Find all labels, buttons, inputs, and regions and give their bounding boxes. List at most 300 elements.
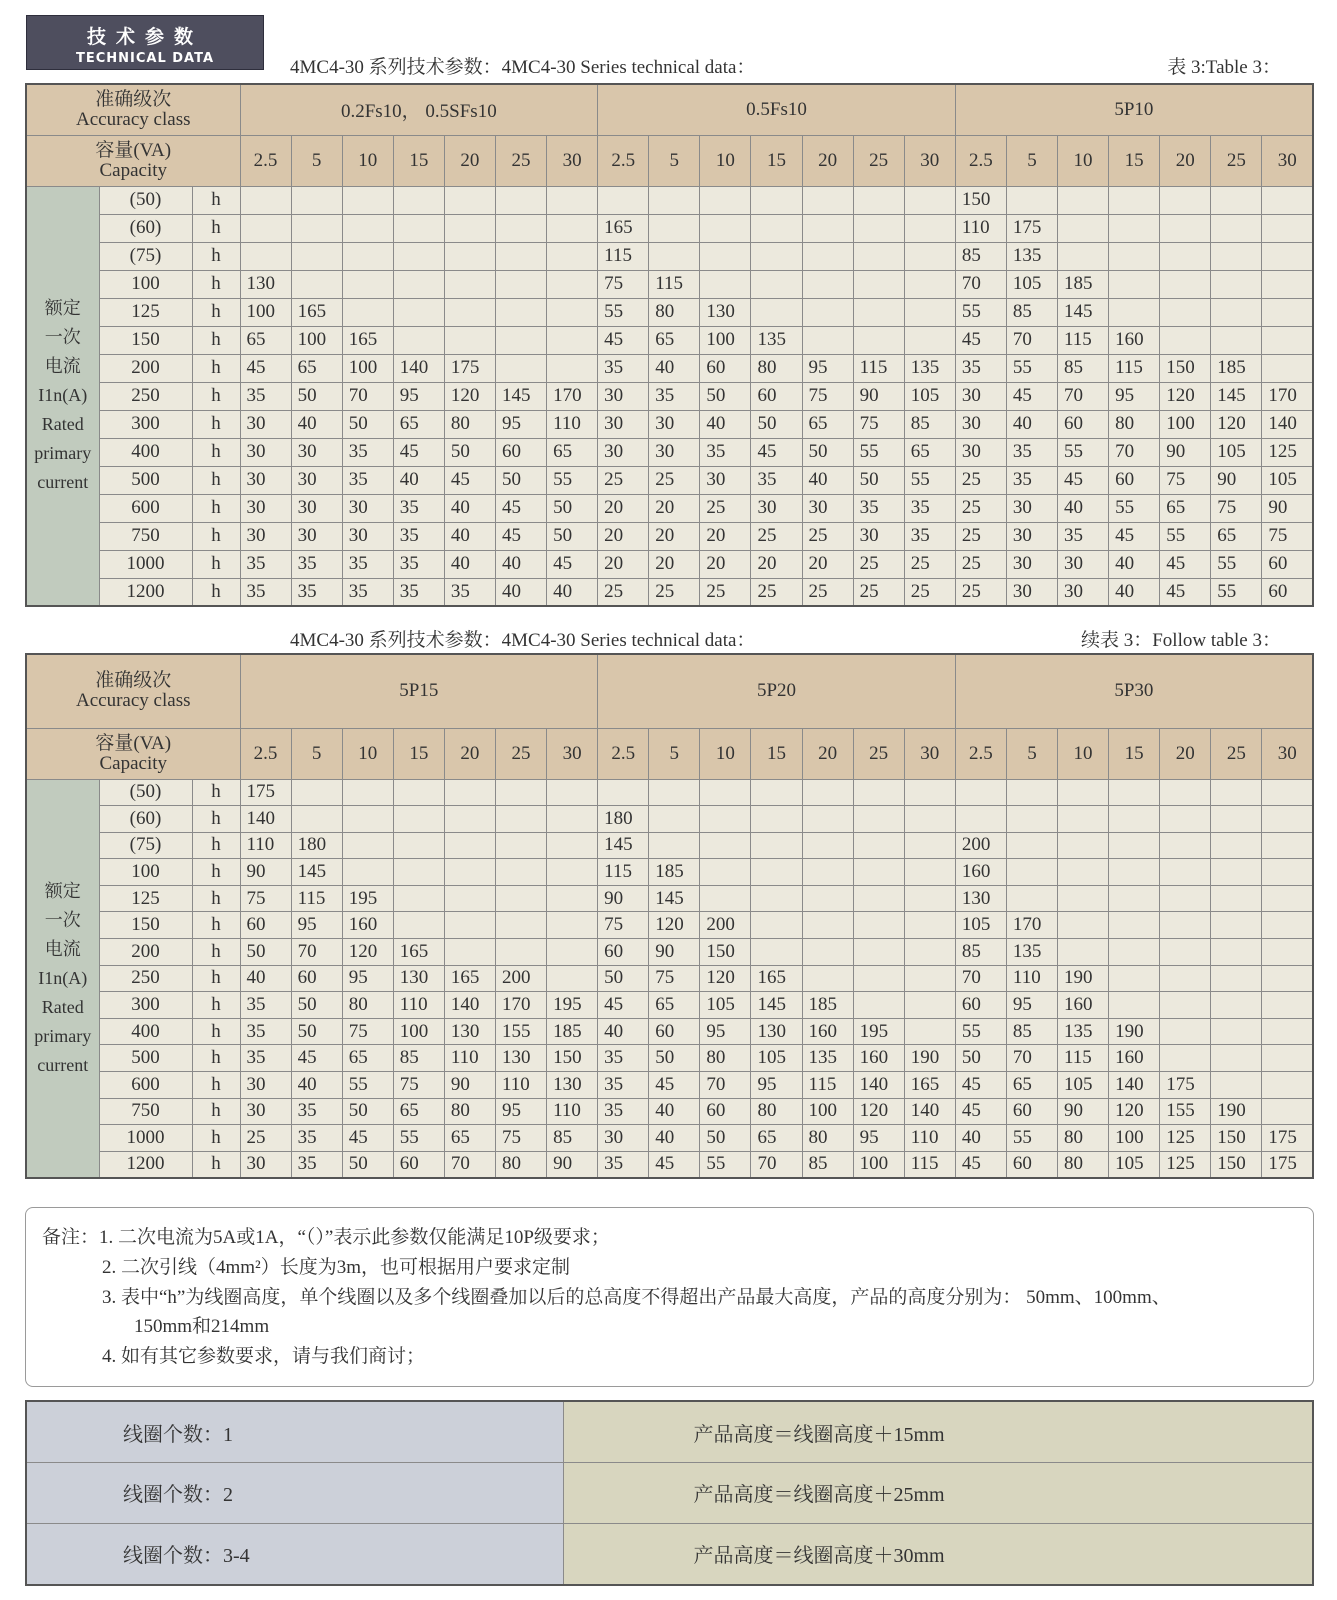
value-cell: 130 bbox=[547, 1072, 598, 1099]
value-cell: 45 bbox=[495, 494, 546, 522]
value-cell: 45 bbox=[342, 1125, 393, 1152]
value-cell: 50 bbox=[291, 382, 342, 410]
capacity-header-cell: 10 bbox=[342, 728, 393, 779]
capacity-header-cell: 30 bbox=[904, 728, 955, 779]
value-cell: 95 bbox=[1109, 382, 1160, 410]
table-row bbox=[26, 326, 1313, 354]
value-cell: 45 bbox=[955, 1072, 1006, 1099]
value-cell: 35 bbox=[291, 1125, 342, 1152]
value-cell: 85 bbox=[904, 410, 955, 438]
value-cell: 35 bbox=[342, 550, 393, 578]
value-cell bbox=[1006, 885, 1057, 912]
value-cell: 80 bbox=[444, 410, 495, 438]
value-cell: 35 bbox=[291, 1151, 342, 1178]
value-cell: 55 bbox=[1109, 494, 1160, 522]
accuracy-group-1: 0.2Fs10， 0.5SFs10 bbox=[240, 84, 598, 135]
value-cell bbox=[802, 298, 853, 326]
value-cell bbox=[853, 242, 904, 270]
value-cell bbox=[1211, 992, 1262, 1019]
value-cell: 40 bbox=[291, 410, 342, 438]
value-cell bbox=[444, 214, 495, 242]
value-cell bbox=[1211, 1018, 1262, 1045]
value-cell: 80 bbox=[495, 1151, 546, 1178]
accuracy-header-row bbox=[26, 654, 1313, 728]
value-cell: 175 bbox=[1006, 214, 1057, 242]
value-cell bbox=[1109, 214, 1160, 242]
value-cell bbox=[904, 859, 955, 886]
value-cell bbox=[1211, 965, 1262, 992]
value-cell: 115 bbox=[1109, 354, 1160, 382]
value-cell bbox=[1262, 186, 1313, 214]
unit-cell: h bbox=[192, 214, 240, 242]
value-cell: 95 bbox=[291, 912, 342, 939]
value-cell: 60 bbox=[955, 992, 1006, 1019]
value-cell bbox=[393, 186, 444, 214]
value-cell: 55 bbox=[955, 1018, 1006, 1045]
table-row bbox=[26, 186, 1313, 214]
value-cell: 60 bbox=[1006, 1098, 1057, 1125]
value-cell: 120 bbox=[342, 939, 393, 966]
value-cell: 30 bbox=[853, 522, 904, 550]
value-cell bbox=[853, 298, 904, 326]
value-cell: 40 bbox=[802, 466, 853, 494]
value-cell: 45 bbox=[240, 354, 291, 382]
value-cell bbox=[1160, 992, 1211, 1019]
value-cell: 175 bbox=[444, 354, 495, 382]
table-row bbox=[26, 1151, 1313, 1178]
accuracy-group-3: 5P30 bbox=[955, 654, 1313, 728]
unit-cell: h bbox=[192, 354, 240, 382]
unit-cell: h bbox=[192, 298, 240, 326]
value-cell bbox=[751, 186, 802, 214]
unit-cell: h bbox=[192, 965, 240, 992]
value-cell bbox=[598, 186, 649, 214]
value-cell bbox=[1160, 912, 1211, 939]
value-cell: 35 bbox=[904, 522, 955, 550]
value-cell: 60 bbox=[291, 965, 342, 992]
value-cell: 35 bbox=[240, 578, 291, 606]
value-cell: 115 bbox=[598, 242, 649, 270]
capacity-header-cell: 30 bbox=[547, 728, 598, 779]
value-cell: 140 bbox=[904, 1098, 955, 1125]
value-cell: 75 bbox=[649, 965, 700, 992]
value-cell: 75 bbox=[598, 912, 649, 939]
rated-current-cell: (75) bbox=[99, 242, 192, 270]
capacity-zh: 容量(VA) bbox=[95, 139, 172, 161]
value-cell: 165 bbox=[291, 298, 342, 326]
value-cell: 50 bbox=[598, 965, 649, 992]
value-cell: 145 bbox=[291, 859, 342, 886]
value-cell: 180 bbox=[291, 832, 342, 859]
value-cell bbox=[1160, 186, 1211, 214]
value-cell: 60 bbox=[1262, 578, 1313, 606]
value-cell bbox=[342, 859, 393, 886]
value-cell bbox=[547, 242, 598, 270]
value-cell: 65 bbox=[240, 326, 291, 354]
table-row bbox=[26, 494, 1313, 522]
value-cell: 80 bbox=[751, 354, 802, 382]
value-cell: 95 bbox=[342, 965, 393, 992]
value-cell: 30 bbox=[1006, 550, 1057, 578]
capacity-header-cell: 10 bbox=[1058, 728, 1109, 779]
value-cell: 65 bbox=[444, 1125, 495, 1152]
value-cell: 135 bbox=[802, 1045, 853, 1072]
unit-cell: h bbox=[192, 410, 240, 438]
side-label-line: I1n(A) bbox=[38, 967, 88, 988]
value-cell: 65 bbox=[342, 1045, 393, 1072]
value-cell: 100 bbox=[291, 326, 342, 354]
capacity-header-cell: 25 bbox=[853, 135, 904, 186]
table-row bbox=[26, 270, 1313, 298]
value-cell: 100 bbox=[802, 1098, 853, 1125]
value-cell: 185 bbox=[802, 992, 853, 1019]
unit-cell: h bbox=[192, 522, 240, 550]
value-cell bbox=[495, 242, 546, 270]
value-cell: 200 bbox=[495, 965, 546, 992]
coil-row bbox=[26, 1401, 1313, 1463]
value-cell: 50 bbox=[802, 438, 853, 466]
value-cell: 75 bbox=[1211, 494, 1262, 522]
value-cell bbox=[1160, 939, 1211, 966]
value-cell bbox=[1211, 859, 1262, 886]
value-cell: 110 bbox=[547, 1098, 598, 1125]
value-cell bbox=[495, 214, 546, 242]
value-cell: 25 bbox=[649, 466, 700, 494]
value-cell: 105 bbox=[751, 1045, 802, 1072]
value-cell: 105 bbox=[904, 382, 955, 410]
value-cell: 40 bbox=[495, 550, 546, 578]
accuracy-group-1: 5P15 bbox=[240, 654, 598, 728]
value-cell: 60 bbox=[751, 382, 802, 410]
value-cell: 90 bbox=[853, 382, 904, 410]
value-cell: 80 bbox=[1058, 1125, 1109, 1152]
value-cell: 35 bbox=[598, 354, 649, 382]
rated-current-cell: 150 bbox=[99, 912, 192, 939]
value-cell: 45 bbox=[1109, 522, 1160, 550]
value-cell: 115 bbox=[1058, 326, 1109, 354]
value-cell bbox=[1109, 270, 1160, 298]
value-cell bbox=[547, 779, 598, 806]
value-cell: 25 bbox=[904, 578, 955, 606]
capacity-header-row bbox=[26, 728, 1313, 779]
value-cell bbox=[1262, 1072, 1313, 1099]
value-cell: 70 bbox=[291, 939, 342, 966]
value-cell: 20 bbox=[802, 550, 853, 578]
value-cell: 115 bbox=[649, 270, 700, 298]
value-cell bbox=[700, 242, 751, 270]
value-cell: 165 bbox=[904, 1072, 955, 1099]
value-cell: 140 bbox=[1262, 410, 1313, 438]
unit-cell: h bbox=[192, 1151, 240, 1178]
table-row bbox=[26, 806, 1313, 833]
value-cell bbox=[495, 298, 546, 326]
value-cell: 65 bbox=[393, 1098, 444, 1125]
value-cell: 25 bbox=[751, 522, 802, 550]
value-cell: 45 bbox=[495, 522, 546, 550]
value-cell: 30 bbox=[240, 522, 291, 550]
coil-row bbox=[26, 1523, 1313, 1585]
value-cell bbox=[751, 939, 802, 966]
accuracy-group-3: 5P10 bbox=[955, 84, 1313, 135]
table-row bbox=[26, 859, 1313, 886]
value-cell: 110 bbox=[444, 1045, 495, 1072]
value-cell bbox=[853, 779, 904, 806]
value-cell: 40 bbox=[547, 578, 598, 606]
value-cell: 35 bbox=[342, 466, 393, 494]
value-cell bbox=[751, 912, 802, 939]
capacity-header-cell: 25 bbox=[853, 728, 904, 779]
value-cell bbox=[853, 806, 904, 833]
rated-current-cell: 750 bbox=[99, 522, 192, 550]
value-cell bbox=[342, 806, 393, 833]
value-cell bbox=[1211, 186, 1262, 214]
value-cell: 155 bbox=[495, 1018, 546, 1045]
value-cell: 160 bbox=[1058, 992, 1109, 1019]
capacity-header-cell: 5 bbox=[649, 135, 700, 186]
value-cell: 60 bbox=[1109, 466, 1160, 494]
capacity-header-cell: 25 bbox=[1211, 135, 1262, 186]
value-cell bbox=[547, 806, 598, 833]
capacity-header-cell: 2.5 bbox=[955, 135, 1006, 186]
rated-current-cell: 250 bbox=[99, 382, 192, 410]
value-cell bbox=[444, 806, 495, 833]
value-cell: 55 bbox=[1211, 578, 1262, 606]
value-cell bbox=[1211, 326, 1262, 354]
value-cell bbox=[1262, 885, 1313, 912]
value-cell: 140 bbox=[853, 1072, 904, 1099]
value-cell: 190 bbox=[1058, 965, 1109, 992]
value-cell: 70 bbox=[342, 382, 393, 410]
value-cell: 85 bbox=[393, 1045, 444, 1072]
value-cell: 85 bbox=[1006, 298, 1057, 326]
value-cell: 25 bbox=[955, 466, 1006, 494]
value-cell bbox=[1211, 885, 1262, 912]
value-cell bbox=[444, 912, 495, 939]
value-cell bbox=[1058, 885, 1109, 912]
value-cell: 90 bbox=[547, 1151, 598, 1178]
value-cell: 60 bbox=[598, 939, 649, 966]
value-cell bbox=[1160, 214, 1211, 242]
value-cell: 45 bbox=[291, 1045, 342, 1072]
capacity-en: Capacity bbox=[99, 752, 168, 774]
value-cell: 25 bbox=[751, 578, 802, 606]
value-cell: 35 bbox=[240, 1018, 291, 1045]
value-cell: 70 bbox=[1006, 326, 1057, 354]
value-cell bbox=[1109, 939, 1160, 966]
capacity-header-cell: 25 bbox=[1211, 728, 1262, 779]
value-cell: 175 bbox=[240, 779, 291, 806]
rated-current-cell: 125 bbox=[99, 885, 192, 912]
table-row bbox=[26, 779, 1313, 806]
technical-data-badge bbox=[26, 15, 264, 70]
rated-current-cell: 500 bbox=[99, 1045, 192, 1072]
value-cell bbox=[393, 832, 444, 859]
value-cell: 95 bbox=[700, 1018, 751, 1045]
value-cell bbox=[495, 912, 546, 939]
rated-current-cell: 200 bbox=[99, 939, 192, 966]
value-cell: 30 bbox=[342, 494, 393, 522]
value-cell: 35 bbox=[291, 1098, 342, 1125]
value-cell: 35 bbox=[393, 494, 444, 522]
value-cell: 165 bbox=[444, 965, 495, 992]
value-cell: 120 bbox=[444, 382, 495, 410]
value-cell: 100 bbox=[240, 298, 291, 326]
rated-current-cell: 300 bbox=[99, 992, 192, 1019]
value-cell: 150 bbox=[700, 939, 751, 966]
value-cell: 30 bbox=[598, 382, 649, 410]
value-cell: 140 bbox=[1109, 1072, 1160, 1099]
value-cell: 70 bbox=[1058, 382, 1109, 410]
capacity-header-cell: 5 bbox=[649, 728, 700, 779]
value-cell bbox=[802, 242, 853, 270]
value-cell: 45 bbox=[547, 550, 598, 578]
capacity-header-cell: 30 bbox=[904, 135, 955, 186]
accuracy-zh: 准确级次 bbox=[95, 670, 172, 692]
value-cell bbox=[649, 214, 700, 242]
value-cell: 35 bbox=[342, 438, 393, 466]
capacity-zh: 容量(VA) bbox=[95, 732, 172, 754]
value-cell bbox=[342, 298, 393, 326]
capacity-header-cell: 15 bbox=[393, 135, 444, 186]
table-row bbox=[26, 578, 1313, 606]
value-cell: 110 bbox=[547, 410, 598, 438]
value-cell bbox=[751, 885, 802, 912]
value-cell: 25 bbox=[700, 578, 751, 606]
value-cell: 30 bbox=[240, 410, 291, 438]
value-cell bbox=[495, 270, 546, 298]
rated-current-cell: 100 bbox=[99, 859, 192, 886]
table-row bbox=[26, 832, 1313, 859]
value-cell bbox=[904, 186, 955, 214]
value-cell: 60 bbox=[700, 354, 751, 382]
value-cell: 30 bbox=[955, 410, 1006, 438]
value-cell: 35 bbox=[955, 354, 1006, 382]
value-cell: 105 bbox=[700, 992, 751, 1019]
value-cell: 40 bbox=[444, 522, 495, 550]
value-cell bbox=[802, 779, 853, 806]
capacity-header-cell: 30 bbox=[1262, 728, 1313, 779]
value-cell bbox=[955, 806, 1006, 833]
capacity-label bbox=[26, 135, 240, 186]
value-cell bbox=[853, 270, 904, 298]
rated-current-cell: 400 bbox=[99, 1018, 192, 1045]
value-cell bbox=[1109, 912, 1160, 939]
table-row bbox=[26, 1125, 1313, 1152]
value-cell bbox=[1262, 992, 1313, 1019]
value-cell bbox=[1058, 859, 1109, 886]
value-cell bbox=[1262, 912, 1313, 939]
value-cell bbox=[547, 965, 598, 992]
value-cell: 30 bbox=[955, 382, 1006, 410]
capacity-header-cell: 2.5 bbox=[955, 728, 1006, 779]
value-cell: 70 bbox=[751, 1151, 802, 1178]
value-cell: 75 bbox=[598, 270, 649, 298]
value-cell: 90 bbox=[1211, 466, 1262, 494]
value-cell: 50 bbox=[547, 522, 598, 550]
value-cell bbox=[495, 806, 546, 833]
value-cell bbox=[955, 779, 1006, 806]
value-cell: 65 bbox=[751, 1125, 802, 1152]
value-cell: 130 bbox=[393, 965, 444, 992]
value-cell: 70 bbox=[955, 965, 1006, 992]
coil-height-table bbox=[25, 1400, 1314, 1586]
value-cell bbox=[904, 992, 955, 1019]
value-cell bbox=[598, 779, 649, 806]
value-cell bbox=[751, 832, 802, 859]
value-cell: 20 bbox=[649, 522, 700, 550]
value-cell: 95 bbox=[802, 354, 853, 382]
value-cell bbox=[547, 832, 598, 859]
value-cell bbox=[1109, 992, 1160, 1019]
unit-cell: h bbox=[192, 186, 240, 214]
unit-cell: h bbox=[192, 912, 240, 939]
value-cell: 30 bbox=[598, 1125, 649, 1152]
value-cell: 35 bbox=[598, 1151, 649, 1178]
value-cell: 115 bbox=[853, 354, 904, 382]
table-row bbox=[26, 466, 1313, 494]
value-cell bbox=[1262, 779, 1313, 806]
value-cell: 45 bbox=[649, 1072, 700, 1099]
value-cell: 20 bbox=[700, 550, 751, 578]
value-cell bbox=[1160, 326, 1211, 354]
value-cell bbox=[1109, 186, 1160, 214]
value-cell: 190 bbox=[904, 1045, 955, 1072]
value-cell bbox=[1160, 885, 1211, 912]
value-cell bbox=[853, 326, 904, 354]
value-cell: 35 bbox=[393, 578, 444, 606]
value-cell: 25 bbox=[853, 550, 904, 578]
value-cell: 60 bbox=[1006, 1151, 1057, 1178]
value-cell: 100 bbox=[1109, 1125, 1160, 1152]
value-cell: 70 bbox=[1109, 438, 1160, 466]
value-cell bbox=[291, 214, 342, 242]
value-cell: 80 bbox=[751, 1098, 802, 1125]
value-cell bbox=[1160, 779, 1211, 806]
value-cell: 160 bbox=[1109, 1045, 1160, 1072]
capacity-header-cell: 15 bbox=[1109, 728, 1160, 779]
unit-cell: h bbox=[192, 1072, 240, 1099]
value-cell bbox=[342, 242, 393, 270]
badge-title-zh: 技术参数 bbox=[86, 26, 203, 48]
value-cell bbox=[291, 270, 342, 298]
value-cell bbox=[751, 859, 802, 886]
value-cell: 40 bbox=[1109, 550, 1160, 578]
value-cell: 110 bbox=[240, 832, 291, 859]
value-cell bbox=[547, 270, 598, 298]
value-cell: 40 bbox=[240, 965, 291, 992]
value-cell bbox=[802, 832, 853, 859]
value-cell bbox=[700, 806, 751, 833]
value-cell bbox=[853, 885, 904, 912]
value-cell bbox=[802, 214, 853, 242]
value-cell bbox=[904, 779, 955, 806]
value-cell: 115 bbox=[1058, 1045, 1109, 1072]
value-cell: 30 bbox=[802, 494, 853, 522]
capacity-header-cell: 25 bbox=[495, 135, 546, 186]
value-cell bbox=[751, 270, 802, 298]
value-cell: 115 bbox=[598, 859, 649, 886]
value-cell: 20 bbox=[751, 550, 802, 578]
side-label-line: primary bbox=[34, 1025, 92, 1046]
value-cell bbox=[904, 806, 955, 833]
coil-count-cell: 线圈个数：1 bbox=[26, 1401, 563, 1463]
value-cell bbox=[649, 242, 700, 270]
value-cell bbox=[495, 939, 546, 966]
value-cell: 130 bbox=[751, 1018, 802, 1045]
unit-cell: h bbox=[192, 885, 240, 912]
value-cell: 110 bbox=[1006, 965, 1057, 992]
value-cell bbox=[1006, 859, 1057, 886]
